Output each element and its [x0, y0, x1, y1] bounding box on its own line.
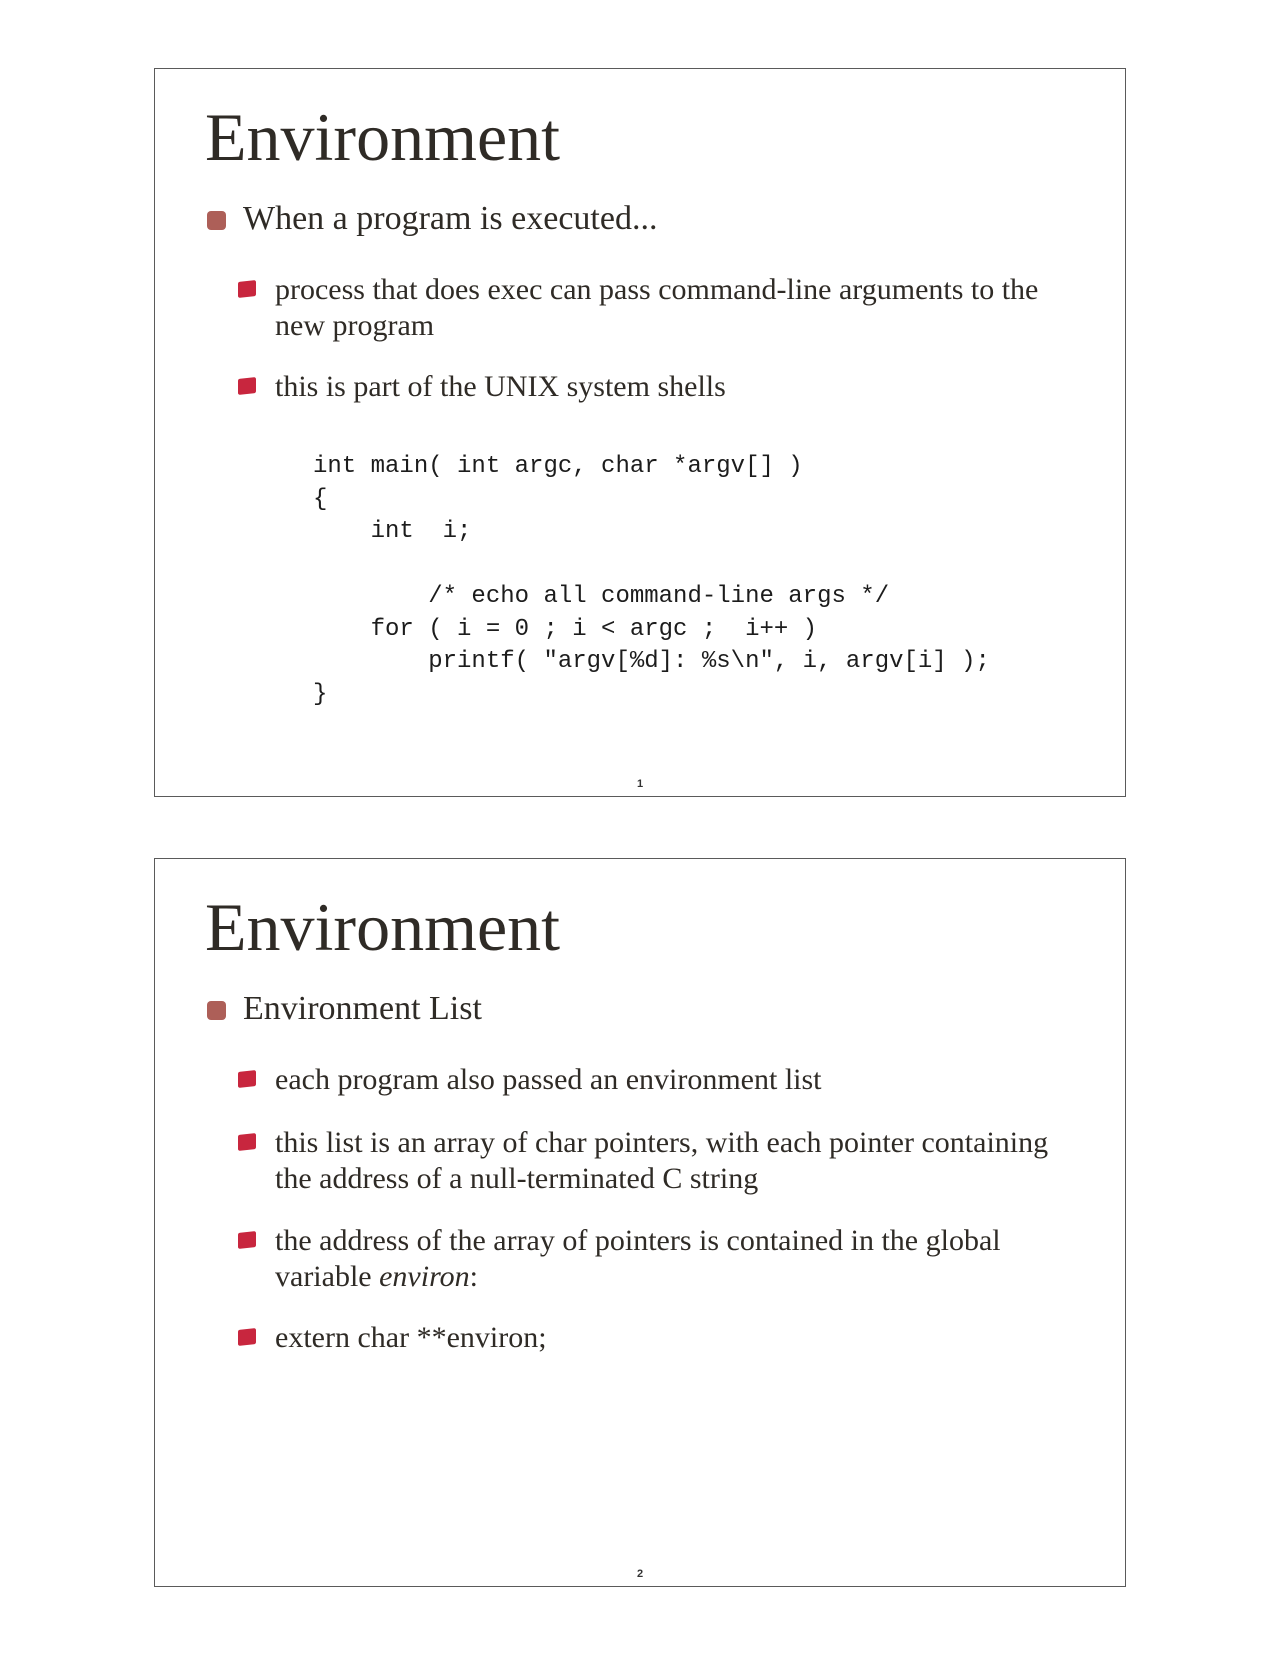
sub-bullet-text: process that does exec can pass command-line arguments to the new program	[275, 273, 1039, 342]
page-number: 2	[636, 1568, 644, 1580]
main-bullet-text: Environment List	[243, 990, 482, 1027]
slide-title: Environment	[205, 889, 561, 965]
environ-suffix: :	[469, 1260, 478, 1293]
code-line: printf( "argv[%d]: %s\n", i, argv[i] );	[313, 648, 990, 675]
main-bullet	[243, 989, 482, 1029]
sub-bullet	[275, 1320, 1075, 1356]
environ-variable: environ	[379, 1260, 470, 1293]
sub-bullet-text: each program also passed an environment list	[275, 1063, 822, 1096]
sub-bullet	[275, 1062, 1075, 1098]
code-line: {	[313, 485, 328, 513]
code-line: int i;	[313, 518, 472, 545]
slide-2	[154, 858, 1126, 1587]
sub-bullet-text: this is part of the UNIX system shells	[275, 370, 726, 403]
sub-bullet	[275, 369, 1075, 405]
sub-bullet-marker-icon	[238, 1328, 256, 1346]
sub-bullet-marker-icon	[238, 1070, 256, 1088]
slide-1	[154, 68, 1126, 797]
code-line	[313, 549, 990, 582]
sub-bullet-marker-icon	[238, 1133, 256, 1151]
code-line: for ( i = 0 ; i < argc ; i++ )	[313, 615, 818, 643]
main-bullet-text: When a program is executed...	[243, 200, 658, 237]
code-line: int main( int argc, char *argv[] )	[313, 453, 803, 480]
sub-bullet-marker-icon	[238, 280, 256, 298]
sub-bullet-text: extern char **environ;	[275, 1321, 547, 1354]
sub-bullet-text: this list is an array of char pointers, with each pointer containing the address of a null-terminated C string	[275, 1126, 1049, 1195]
sub-bullet	[275, 272, 1075, 344]
code-line: }	[313, 680, 328, 708]
bullet-marker-icon	[207, 211, 226, 230]
slide-title: Environment	[205, 99, 561, 175]
main-bullet	[243, 199, 657, 239]
sub-bullet-marker-icon	[238, 1231, 256, 1249]
bullet-marker-icon	[207, 1001, 226, 1020]
code-line: /* echo all command-line args */	[313, 583, 890, 610]
code-block	[313, 451, 990, 711]
page-number: 1	[636, 778, 644, 790]
sub-bullet	[275, 1223, 1075, 1295]
sub-bullet-text: the address of the array of pointers is contained in the global variable	[275, 1224, 1001, 1293]
sub-bullet	[275, 1125, 1075, 1197]
sub-bullet-marker-icon	[238, 377, 256, 395]
